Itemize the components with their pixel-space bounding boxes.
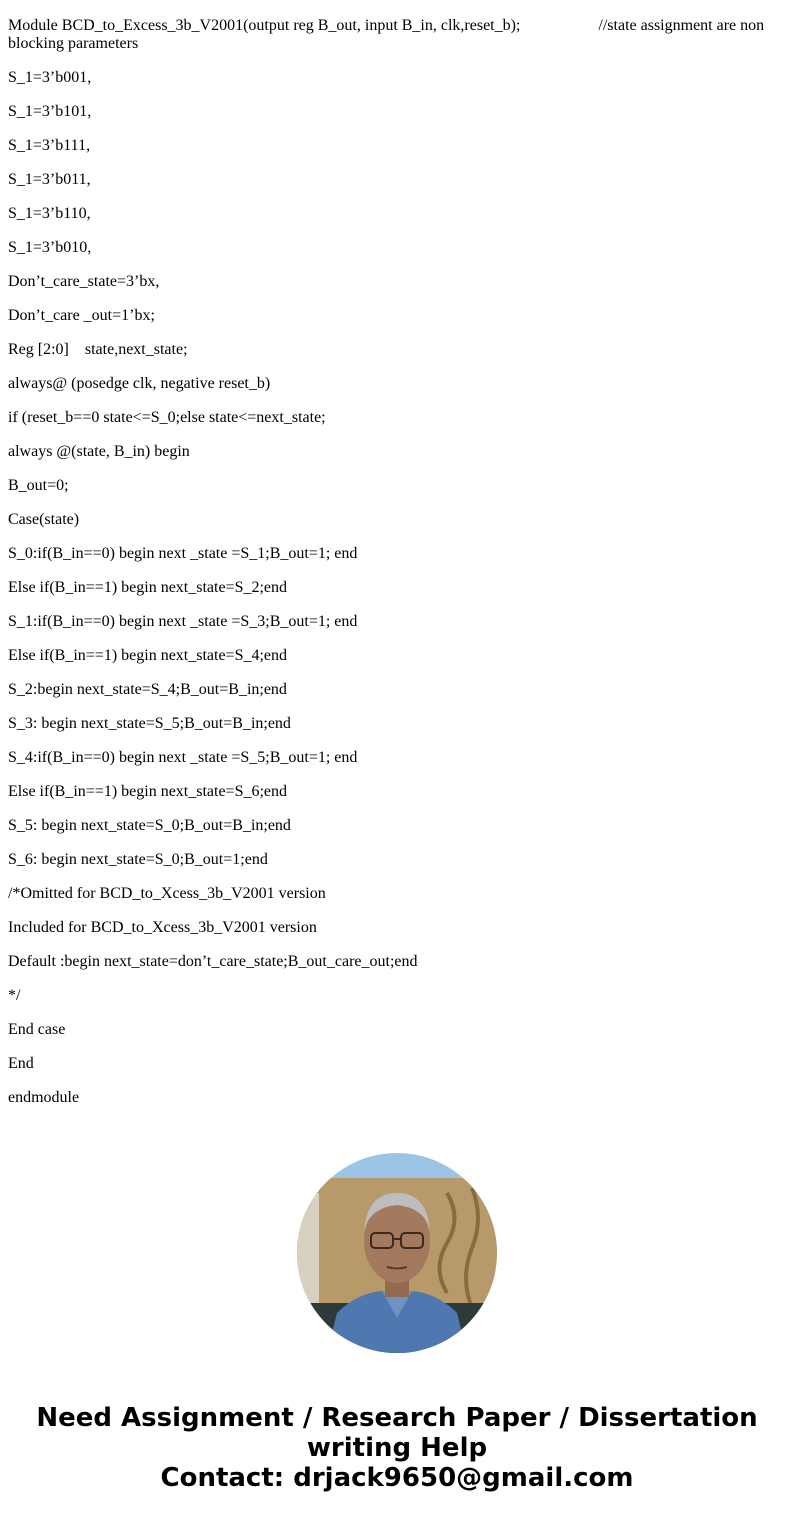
code-line: S_1=3’b001,	[8, 69, 92, 86]
avatar-wall-left	[297, 1193, 319, 1313]
code-line: S_1=3’b010,	[8, 239, 92, 256]
code-line: S_1=3’b011,	[8, 171, 91, 188]
author-avatar	[297, 1153, 497, 1353]
promo-contact: Contact: drjack9650@gmail.com	[160, 1463, 634, 1493]
code-line: End	[8, 1055, 34, 1072]
document-body	[8, 17, 786, 1123]
code-line: /*Omitted for BCD_to_Xcess_3b_V2001 version	[8, 885, 326, 902]
code-line: S_5: begin next_state=S_0;B_out=B_in;end	[8, 817, 291, 834]
code-line: Reg [2:0] state,next_state;	[8, 341, 188, 358]
header-comment-continued: blocking parameters	[8, 35, 139, 52]
code-line: End case	[8, 1021, 66, 1038]
code-line: Don’t_care_state=3’bx,	[8, 273, 160, 290]
code-line: S_1=3’b111,	[8, 137, 91, 154]
code-listing	[8, 69, 786, 1107]
code-line: S_1=3’b101,	[8, 103, 92, 120]
code-line: Included for BCD_to_Xcess_3b_V2001 version	[8, 919, 317, 936]
module-declaration: Module BCD_to_Excess_3b_V2001(output reg B_out, input B_in, clk,reset_b);	[8, 17, 521, 34]
code-line: S_3: begin next_state=S_5;B_out=B_in;end	[8, 715, 291, 732]
code-line: Case(state)	[8, 511, 80, 528]
code-line: Don’t_care _out=1’bx;	[8, 307, 155, 324]
code-line: */	[8, 987, 21, 1004]
module-header	[8, 17, 786, 53]
promo-line-2: writing Help	[306, 1433, 488, 1463]
code-line: Else if(B_in==1) begin next_state=S_4;end	[8, 647, 288, 664]
code-line: B_out=0;	[8, 477, 69, 494]
code-line: always@ (posedge clk, negative reset_b)	[8, 375, 271, 392]
code-line: endmodule	[8, 1089, 80, 1106]
code-line: S_2:begin next_state=S_4;B_out=B_in;end	[8, 681, 287, 698]
code-line: S_4:if(B_in==0) begin next _state =S_5;B_out=1; end	[8, 749, 358, 766]
code-line: S_1:if(B_in==0) begin next _state =S_3;B_out=1; end	[8, 613, 358, 630]
code-line: S_0:if(B_in==0) begin next _state =S_1;B_out=1; end	[8, 545, 358, 562]
header-comment: //state assignment are non	[598, 17, 765, 34]
code-line: S_1=3’b110,	[8, 205, 91, 222]
code-line: Else if(B_in==1) begin next_state=S_6;end	[8, 783, 288, 800]
promo-banner	[0, 1403, 794, 1493]
code-line: always @(state, B_in) begin	[8, 443, 190, 460]
code-line: if (reset_b==0 state<=S_0;else state<=next_state;	[8, 409, 326, 426]
code-line: Default :begin next_state=don’t_care_state;B_out_care_out;end	[8, 953, 418, 970]
code-line: Else if(B_in==1) begin next_state=S_2;end	[8, 579, 288, 596]
person-photo-icon	[297, 1153, 497, 1353]
code-line: S_6: begin next_state=S_0;B_out=1;end	[8, 851, 268, 868]
promo-line-1: Need Assignment / Research Paper / Dissertation	[36, 1403, 758, 1433]
